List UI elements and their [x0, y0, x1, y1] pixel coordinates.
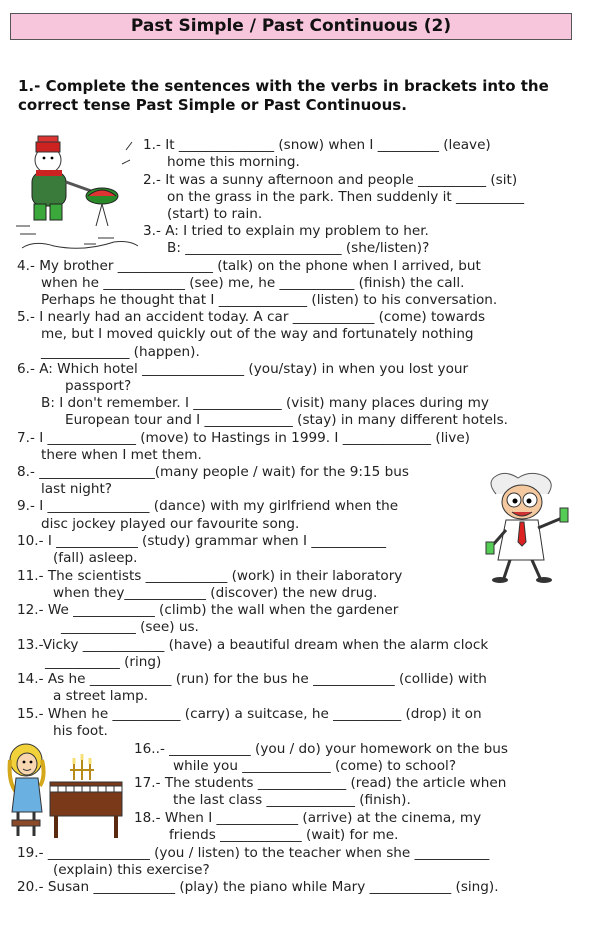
exercise-line: home this morning. — [167, 154, 300, 170]
exercise-line: 6.- A: Which hotel _______________ (you/stay) in when you lost your — [17, 361, 469, 377]
exercise-line: while you _____________ (come) to school? — [173, 758, 457, 774]
exercise-line: his foot. — [53, 723, 108, 739]
exercise-line: when they____________ (discover) the new drug. — [53, 585, 378, 601]
exercise-line: 9.- I _______________ (dance) with my girlfriend when the — [17, 498, 399, 514]
exercise-line: 12.- We ____________ (climb) the wall when the gardener — [17, 602, 399, 618]
exercise-line: when he ____________ (see) me, he ___________ (finish) the call. — [41, 275, 465, 291]
exercise-line: 19.- _______________ (you / listen) to the teacher when she ___________ — [17, 845, 490, 861]
exercise-line: 7.- I _____________ (move) to Hastings in 1999. I _____________ (live) — [17, 430, 470, 446]
exercise-line: B: _______________________ (she/listen)? — [167, 240, 430, 256]
exercise-line: 18.- When I ____________ (arrive) at the cinema, my — [134, 810, 482, 826]
exercise-line: 5.- I nearly had an accident today. A car ____________ (come) towards — [17, 309, 486, 325]
exercise-line: European tour and I _____________ (stay) in many different hotels. — [65, 412, 508, 428]
worksheet-title: Past Simple / Past Continuous (2) — [10, 13, 572, 40]
exercise-line: 2.- It was a sunny afternoon and people __________ (sit) — [143, 172, 518, 188]
exercise-instruction — [18, 77, 578, 115]
piano-girl-illustration — [4, 742, 128, 840]
exercise-line: 10.- I ____________ (study) grammar when I ___________ — [17, 533, 387, 549]
exercise-line: 20.- Susan ____________ (play) the piano while Mary ____________ (sing). — [17, 879, 499, 895]
exercise-line: Perhaps he thought that I _____________ (listen) to his conversation. — [41, 292, 498, 308]
exercise-line: last night? — [41, 481, 113, 497]
exercise-line: B: I don't remember. I _____________ (visit) many places during my — [41, 395, 489, 411]
exercise-line: _____________ (happen). — [41, 344, 200, 360]
exercise-line: 15.- When he __________ (carry) a suitcase, he __________ (drop) it on — [17, 706, 482, 722]
instruction-line: 1.- Complete the sentences with the verbs in brackets into the — [18, 77, 549, 95]
exercise-line: 14.- As he ____________ (run) for the bus he ____________ (collide) with — [17, 671, 487, 687]
exercise-line: ___________ (ring) — [45, 654, 162, 670]
exercise-line: 3.- A: I tried to explain my problem to her. — [143, 223, 429, 239]
exercise-line: 4.- My brother ______________ (talk) on the phone when I arrived, but — [17, 258, 481, 274]
exercise-line: passport? — [65, 378, 132, 394]
exercise-line: 8.- _________________(many people / wait) for the 9:15 bus — [17, 464, 409, 480]
exercise-line: ___________ (see) us. — [61, 619, 199, 635]
instruction-line: correct tense Past Simple or Past Continuous. — [18, 96, 407, 114]
exercise-line: 17.- The students _____________ (read) the article when — [134, 775, 507, 791]
exercise-line: me, but I moved quickly out of the way and fortunately nothing — [41, 326, 474, 342]
exercise-line: 11.- The scientists ____________ (work) in their laboratory — [17, 568, 403, 584]
exercise-line: disc jockey played our favourite song. — [41, 516, 300, 532]
exercise-line: friends ____________ (wait) for me. — [169, 827, 399, 843]
exercise-line: 1.- It ______________ (snow) when I _________ (leave) — [143, 137, 491, 153]
exercise-line: (fall) asleep. — [53, 550, 138, 566]
snowman-illustration — [14, 130, 140, 252]
exercise-line: there when I met them. — [41, 447, 202, 463]
exercise-line: on the grass in the park. Then suddenly it __________ — [167, 189, 525, 205]
scientist-illustration — [478, 472, 576, 584]
exercise-line: a street lamp. — [53, 688, 149, 704]
exercise-line: (start) to rain. — [167, 206, 263, 222]
exercise-line: 13.-Vicky ____________ (have) a beautiful dream when the alarm clock — [17, 637, 489, 653]
exercise-line: the last class _____________ (finish). — [173, 792, 411, 808]
exercise-line: 16..- ____________ (you / do) your homework on the bus — [134, 741, 508, 757]
exercise-line: (explain) this exercise? — [53, 862, 210, 878]
